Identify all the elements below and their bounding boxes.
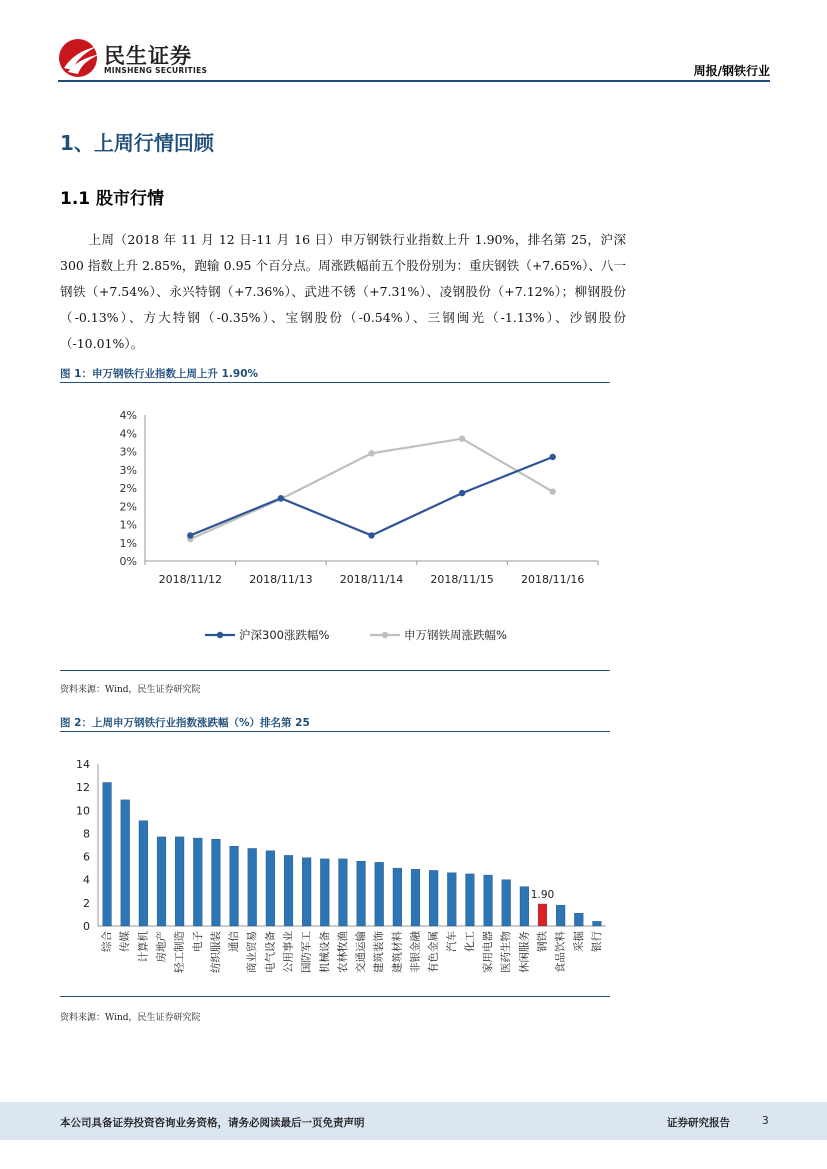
footer-disclaimer: 本公司具备证券投资咨询业务资格，请务必阅读最后一页免责声明	[60, 1117, 365, 1129]
bar	[593, 921, 602, 926]
bar	[556, 905, 565, 926]
bar	[393, 868, 402, 926]
y-tick-label: 3%	[119, 463, 137, 477]
x-tick-label: 农林牧渔	[336, 931, 349, 973]
y-tick-label: 0%	[119, 555, 137, 568]
y-tick-label: 10	[76, 804, 90, 818]
bar	[175, 837, 184, 926]
series-point-1	[459, 436, 465, 442]
x-tick-label: 汽车	[445, 931, 458, 952]
logo-emblem-icon	[58, 36, 102, 80]
bar	[266, 851, 275, 926]
x-tick-label: 有色金属	[427, 931, 440, 973]
x-tick-label: 计算机	[137, 931, 150, 963]
bar	[339, 859, 348, 926]
market-summary-paragraph	[60, 227, 626, 357]
y-tick-label: 1%	[119, 536, 137, 550]
x-tick-label: 纺织服装	[209, 931, 222, 973]
x-tick-label: 2018/11/15	[430, 573, 494, 586]
bar	[520, 887, 529, 926]
x-tick-label: 传媒	[119, 931, 132, 952]
y-tick-label: 4%	[119, 409, 137, 422]
x-tick-label: 2018/11/12	[158, 573, 223, 586]
x-tick-label: 银行	[590, 931, 603, 952]
header-divider	[58, 80, 770, 82]
y-tick-label: 6	[83, 850, 90, 864]
bar	[484, 875, 493, 926]
figure1-bottom-rule	[60, 670, 610, 671]
x-tick-label: 2018/11/16	[520, 573, 585, 586]
legend-marker-1	[382, 632, 388, 638]
x-tick-label: 休闲服务	[518, 931, 531, 973]
footer-report-label: 证券研究报告	[667, 1117, 730, 1129]
bar	[502, 880, 511, 926]
figure2-top-rule	[60, 731, 610, 732]
bar	[139, 821, 148, 926]
bar-chart	[60, 734, 610, 992]
y-tick-label: 4	[83, 873, 90, 887]
x-tick-label: 采掘	[572, 931, 585, 952]
y-tick-label: 2%	[119, 500, 137, 514]
x-tick-label: 2018/11/13	[249, 573, 313, 586]
x-tick-label: 非银金融	[409, 931, 422, 973]
series-point-1	[550, 488, 556, 494]
section-heading: 1、上周行情回顾	[60, 131, 214, 155]
bar	[248, 848, 257, 926]
y-tick-label: 8	[83, 827, 90, 841]
x-tick-label: 2018/11/14	[339, 573, 404, 586]
series-point-0	[368, 532, 374, 538]
subsection-heading: 1.1 股市行情	[60, 189, 165, 209]
y-tick-label: 2	[83, 896, 90, 910]
report-type: 周报/钢铁行业	[693, 64, 770, 78]
figure1-title: 图 1：申万钢铁行业指数上周上升 1.90%	[60, 368, 259, 380]
bar	[157, 837, 166, 926]
x-tick-label: 国防军工	[300, 931, 313, 973]
logo-text-cn: 民生证券	[104, 44, 192, 68]
bar	[411, 869, 420, 926]
x-tick-label: 机械设备	[318, 931, 331, 973]
logo-text-en: MINSHENG SECURITIES	[104, 66, 208, 75]
x-tick-label: 钢铁	[536, 931, 549, 952]
x-tick-label: 综合	[101, 931, 114, 952]
figure1-top-rule	[60, 382, 610, 383]
bar	[284, 855, 293, 926]
figure2-source: 资料来源：Wind，民生证券研究院	[60, 1013, 201, 1023]
bar	[121, 800, 130, 926]
bar	[193, 838, 202, 926]
y-tick-label: 4%	[119, 427, 137, 441]
series-line-0	[190, 457, 552, 535]
bar	[429, 870, 438, 926]
bar	[230, 846, 239, 926]
x-tick-label: 电子	[191, 931, 204, 952]
x-tick-label: 商业贸易	[246, 931, 259, 973]
bar	[375, 862, 384, 926]
x-tick-label: 公用事业	[282, 931, 295, 973]
y-tick-label: 1%	[119, 518, 137, 532]
x-tick-label: 交通运输	[355, 931, 368, 973]
bar	[466, 874, 475, 926]
x-tick-label: 电气设备	[264, 931, 277, 973]
line-chart	[60, 385, 610, 667]
bar	[302, 858, 311, 926]
bar	[447, 873, 456, 926]
bar	[574, 913, 583, 926]
figure1-source: 资料来源：Wind，民生证券研究院	[60, 685, 201, 695]
page-number: 3	[762, 1115, 769, 1127]
y-tick-label: 12	[76, 781, 90, 795]
bar	[103, 783, 112, 926]
market-summary-text: 上周（2018 年 11 月 12 日-11 月 16 日）申万钢铁行业指数上升 1.90%，排名第 25，沪深 300 指数上升 2.85%，跑输 0.95 个百分点。周涨跌幅前五个股份别为：重庆钢铁（+7.65%）、八一钢铁（+7.54%）、永兴特钢（+7.36%）、武进不锈（+7.31%）、凌钢股份（+7.12%）；柳钢股份（-0.13%）、方大特钢（-0.35%）、宝钢股份（-0.54%）、三钢闽光（-1.13%）、沙钢股份（-10.01%）。	[60, 232, 626, 351]
x-tick-label: 化工	[463, 931, 476, 952]
bar	[212, 839, 221, 926]
bar	[538, 904, 547, 926]
data-label: 1.90	[530, 889, 555, 902]
y-tick-label: 0	[83, 920, 90, 933]
y-tick-label: 14	[76, 758, 90, 771]
x-tick-label: 通信	[228, 931, 241, 952]
series-point-0	[550, 454, 556, 460]
series-point-1	[368, 450, 374, 456]
x-tick-label: 建筑材料	[391, 931, 404, 973]
x-tick-label: 家用电器	[482, 931, 495, 973]
series-point-0	[278, 495, 284, 501]
bar	[357, 861, 366, 926]
x-tick-label: 轻工制造	[173, 931, 186, 973]
x-tick-label: 医药生物	[500, 931, 513, 973]
legend-label-1: 申万钢铁周涨跌幅%	[404, 628, 507, 642]
bar	[320, 859, 329, 926]
series-point-0	[459, 490, 465, 496]
company-logo	[58, 36, 218, 80]
series-point-0	[187, 532, 193, 538]
legend-label-0: 沪深300涨跌幅%	[239, 628, 330, 642]
legend-marker-0	[217, 632, 223, 638]
page-header	[58, 36, 770, 80]
x-tick-label: 食品饮料	[554, 931, 567, 973]
figure2-title: 图 2：上周申万钢铁行业指数涨跌幅（%）排名第 25	[60, 717, 310, 729]
x-tick-label: 建筑装饰	[373, 931, 386, 973]
y-tick-label: 3%	[119, 445, 137, 459]
y-tick-label: 2%	[119, 482, 137, 495]
x-tick-label: 房地产	[155, 931, 168, 963]
figure2-bottom-rule	[60, 996, 610, 997]
